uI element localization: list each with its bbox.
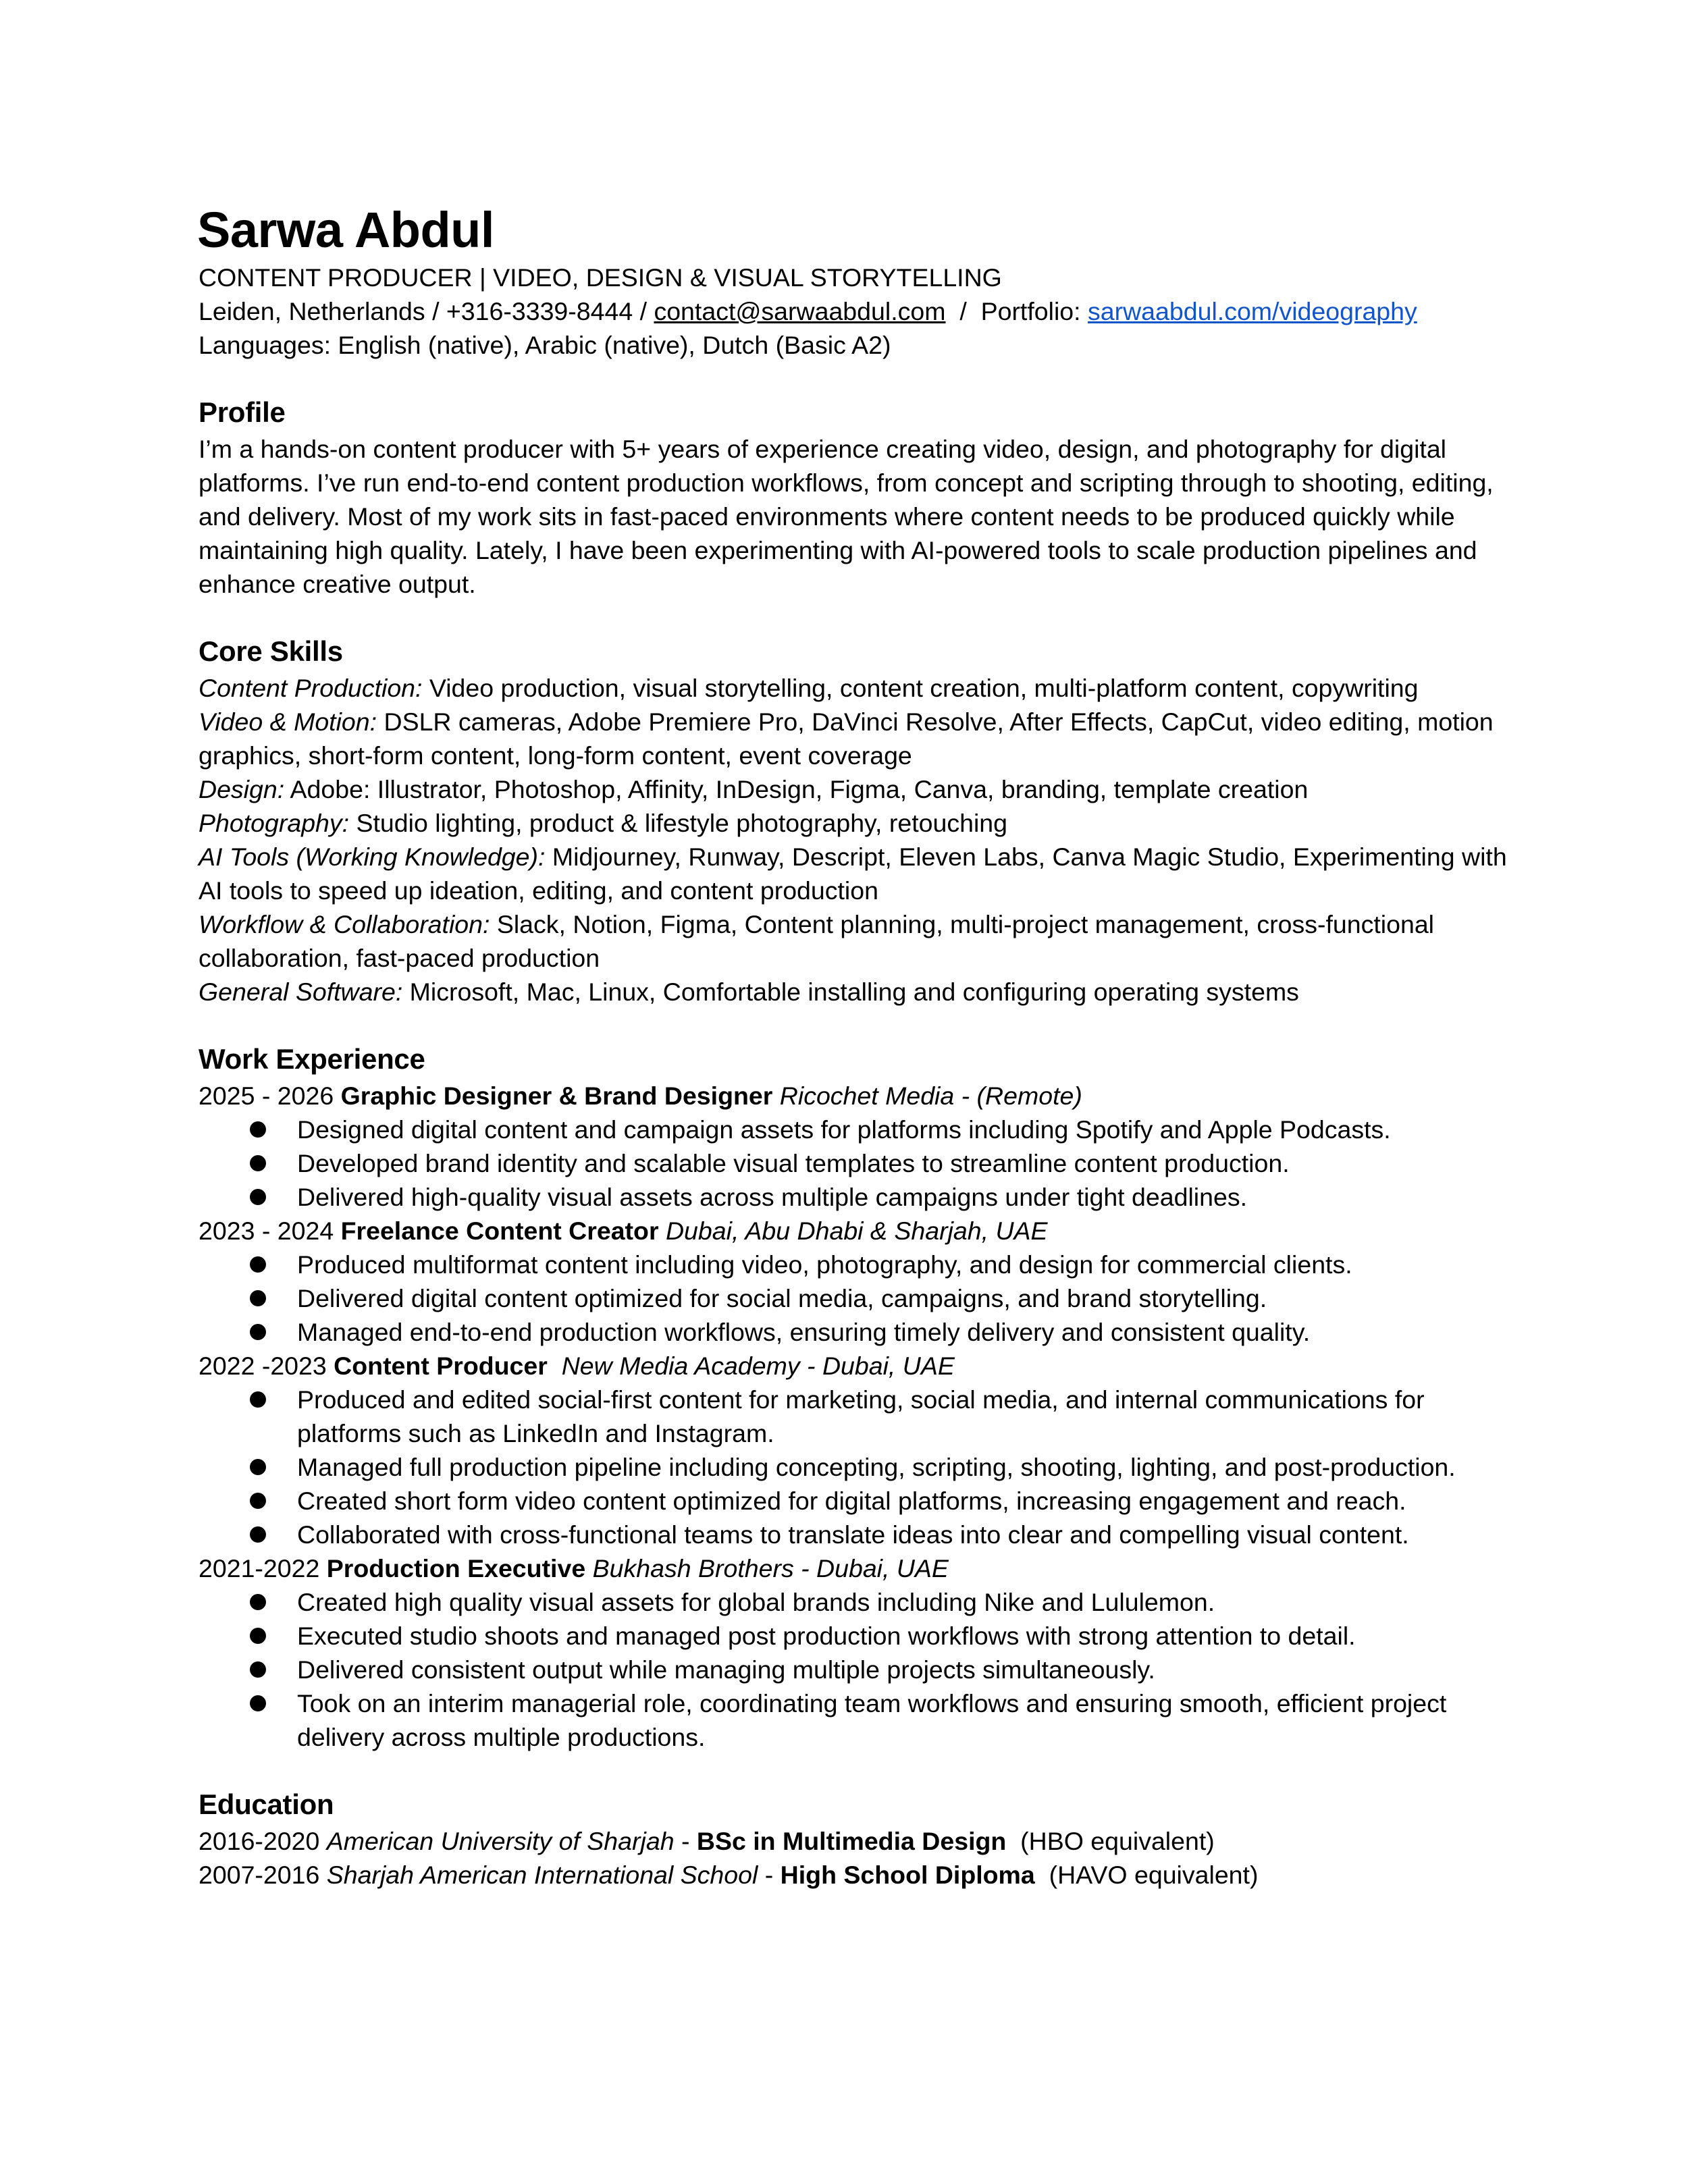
skill-label: AI Tools (Working Knowledge):	[199, 843, 546, 871]
bullet-icon	[250, 1493, 266, 1509]
edu-school: Sharjah American International School	[326, 1861, 758, 1889]
job-header	[199, 1214, 1522, 1248]
skill-text: Adobe: Illustrator, Photoshop, Affinity, InDesign, Figma, Canva, branding, template creation	[284, 775, 1309, 803]
job-dates: 2023 - 2024	[199, 1217, 341, 1245]
job-bullet-text: Delivered digital content optimized for social media, campaigns, and brand storytelling.	[297, 1284, 1267, 1312]
skill-text: DSLR cameras, Adobe Premiere Pro, DaVinci Resolve, After Effects, CapCut, video editing, motion graphics, short-form content, long-form content, event coverage	[199, 708, 1494, 770]
job-role: Freelance Content Creator	[340, 1217, 659, 1245]
contact-text: Leiden, Netherlands / +316-3339-8444 /	[199, 297, 654, 325]
job-bullet	[199, 1585, 1522, 1619]
bullet-icon	[250, 1628, 266, 1644]
section-gap	[199, 1009, 1522, 1040]
skill-text: Slack, Notion, Figma, Content planning, multi-project management, cross-functional collaboration, fast-paced production	[199, 910, 1434, 972]
job-bullet-text: Collaborated with cross-functional teams to translate ideas into clear and compelling visual content.	[297, 1520, 1409, 1549]
job-header	[199, 1079, 1522, 1113]
job-bullet-text: Delivered consistent output while managing multiple projects simultaneously.	[297, 1655, 1155, 1684]
skill-item	[199, 705, 1522, 772]
edu-note: (HAVO equivalent)	[1034, 1861, 1259, 1889]
languages-line: Languages: English (native), Arabic (native), Dutch (Basic A2)	[199, 331, 891, 359]
job-bullet-text: Managed full production pipeline including concepting, scripting, shooting, lighting, and post-production.	[297, 1453, 1456, 1481]
skill-label: Design:	[199, 775, 285, 803]
bullet-icon	[250, 1459, 266, 1475]
job-bullet-text: Created short form video content optimized for digital platforms, increasing engagement and reach.	[297, 1487, 1406, 1515]
job-role: Production Executive	[326, 1554, 586, 1582]
job-bullet-text: Managed end-to-end production workflows, ensuring timely delivery and consistent quality.	[297, 1318, 1311, 1346]
job-entry	[199, 1214, 1522, 1349]
candidate-name: Sarwa Abdul	[197, 202, 494, 258]
skill-item	[199, 806, 1522, 840]
edu-note: (HBO equivalent)	[1006, 1827, 1215, 1855]
job-bullet-text: Designed digital content and campaign assets for platforms including Spotify and Apple Podcasts.	[297, 1115, 1391, 1144]
skill-text: Studio lighting, product & lifestyle photography, retouching	[349, 809, 1007, 837]
skill-item	[199, 907, 1522, 975]
job-bullets	[199, 1248, 1522, 1349]
edu-degree: High School Diploma	[780, 1861, 1035, 1889]
job-bullet	[199, 1315, 1522, 1349]
skill-label: Photography:	[199, 809, 350, 837]
job-bullet	[199, 1653, 1522, 1686]
job-bullet-text: Produced multiformat content including video, photography, and design for commercial clients.	[297, 1250, 1352, 1279]
bullet-icon	[250, 1121, 266, 1138]
edu-dates: 2016-2020	[199, 1827, 327, 1855]
skill-item	[199, 975, 1522, 1009]
email-link[interactable]: contact@sarwaabdul.com	[654, 297, 946, 325]
job-bullet	[199, 1518, 1522, 1551]
job-bullet	[199, 1450, 1522, 1484]
job-org: New Media Academy - Dubai, UAE	[547, 1352, 955, 1380]
job-bullet	[199, 1383, 1522, 1450]
job-bullet	[199, 1281, 1522, 1315]
edu-dates: 2007-2016	[199, 1861, 327, 1889]
bullet-icon	[250, 1661, 266, 1678]
job-bullet-text: Took on an interim managerial role, coordinating team workflows and ensuring smooth, efficient project delivery across multiple productions.	[297, 1689, 1447, 1751]
job-org: Dubai, Abu Dhabi & Sharjah, UAE	[658, 1217, 1048, 1245]
skill-label: Video & Motion:	[199, 708, 377, 736]
skills-heading: Core Skills	[199, 635, 343, 667]
job-org: Bukhash Brothers - Dubai, UAE	[585, 1554, 949, 1582]
job-bullet	[199, 1146, 1522, 1180]
skill-text: Midjourney, Runway, Descript, Eleven Labs, Canva Magic Studio, Experimenting with AI tools to speed up ideation, editing, and content production	[199, 843, 1507, 905]
job-bullet	[199, 1180, 1522, 1214]
contact-line	[199, 294, 1522, 328]
skill-label: Content Production:	[199, 674, 423, 702]
job-bullet	[199, 1248, 1522, 1281]
job-bullet	[199, 1484, 1522, 1518]
job-bullet	[199, 1686, 1522, 1754]
skill-text: Microsoft, Mac, Linux, Comfortable installing and configuring operating systems	[402, 978, 1299, 1006]
section-gap	[199, 601, 1522, 632]
profile-text: I’m a hands-on content producer with 5+ years of experience creating video, design, and photography for digital platforms. I’ve run end-to-end content production workflows, from concept and scripting through to shooting, editing, and delivery. Most of my work sits in fast-paced environments where content needs to be produced quickly while maintaining high quality. Lately, I have been experimenting with AI-powered tools to scale production pipelines and enhance creative output.	[199, 435, 1494, 598]
education-item	[199, 1824, 1522, 1858]
job-entry	[199, 1551, 1522, 1754]
bullet-icon	[250, 1695, 266, 1711]
job-bullet-text: Executed studio shoots and managed post production workflows with strong attention to detail.	[297, 1622, 1356, 1650]
bullet-icon	[250, 1391, 266, 1408]
job-role: Graphic Designer & Brand Designer	[340, 1082, 773, 1110]
skill-item	[199, 840, 1522, 907]
job-role: Content Producer	[334, 1352, 548, 1380]
profile-heading: Profile	[199, 396, 286, 428]
portfolio-label: / Portfolio:	[945, 297, 1088, 325]
job-dates: 2021-2022	[199, 1554, 327, 1582]
skill-text: Video production, visual storytelling, content creation, multi-platform content, copywriting	[422, 674, 1419, 702]
job-bullets	[199, 1113, 1522, 1214]
job-bullets	[199, 1585, 1522, 1754]
experience-heading: Work Experience	[199, 1043, 425, 1075]
job-header	[199, 1551, 1522, 1585]
skill-label: Workflow & Collaboration:	[199, 910, 490, 938]
skill-item	[199, 671, 1522, 705]
bullet-icon	[250, 1324, 266, 1340]
job-org: Ricochet Media - (Remote)	[772, 1082, 1082, 1110]
job-bullet-text: Produced and edited social-first content for marketing, social media, and internal communications for platforms such as LinkedIn and Instagram.	[297, 1385, 1425, 1447]
skills-list	[199, 671, 1522, 1009]
bullet-icon	[250, 1594, 266, 1610]
portfolio-link[interactable]: sarwaabdul.com/videography	[1087, 297, 1417, 325]
bullet-icon	[250, 1256, 266, 1273]
bullet-icon	[250, 1290, 266, 1306]
job-bullets	[199, 1383, 1522, 1551]
job-bullet-text: Developed brand identity and scalable visual templates to streamline content production.	[297, 1149, 1290, 1177]
education-item	[199, 1858, 1522, 1892]
bullet-icon	[250, 1155, 266, 1171]
resume-content	[199, 200, 1522, 1892]
job-header	[199, 1349, 1522, 1383]
job-entry	[199, 1079, 1522, 1214]
job-bullet	[199, 1113, 1522, 1146]
job-entry	[199, 1349, 1522, 1551]
job-bullet-text: Delivered high-quality visual assets across multiple campaigns under tight deadlines.	[297, 1183, 1247, 1211]
edu-degree: BSc in Multimedia Design	[696, 1827, 1007, 1855]
edu-separator: -	[758, 1861, 781, 1889]
edu-separator: -	[674, 1827, 697, 1855]
bullet-icon	[250, 1189, 266, 1205]
bullet-icon	[250, 1526, 266, 1543]
job-bullet	[199, 1619, 1522, 1653]
skill-item	[199, 772, 1522, 806]
job-dates: 2025 - 2026	[199, 1082, 341, 1110]
headline: CONTENT PRODUCER | VIDEO, DESIGN & VISUAL STORYTELLING	[199, 263, 1002, 292]
section-gap	[199, 1754, 1522, 1785]
section-gap	[199, 362, 1522, 393]
edu-school: American University of Sharjah	[326, 1827, 675, 1855]
job-dates: 2022 -2023	[199, 1352, 334, 1380]
job-bullet-text: Created high quality visual assets for global brands including Nike and Lululemon.	[297, 1588, 1215, 1616]
education-heading: Education	[199, 1788, 334, 1820]
skill-label: General Software:	[199, 978, 403, 1006]
